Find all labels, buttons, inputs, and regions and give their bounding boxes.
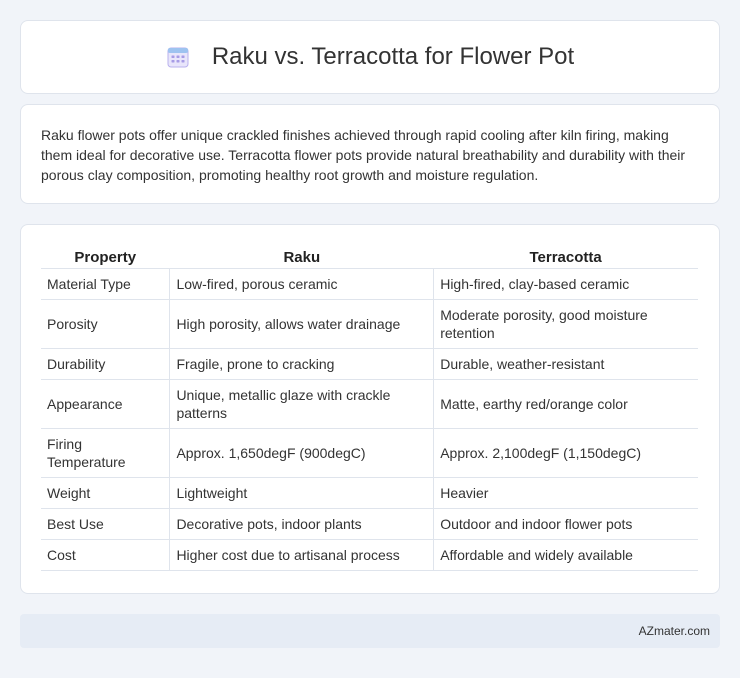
table-row [41, 509, 698, 540]
table-row [41, 540, 698, 571]
table-cell-raku: Approx. 1,650degF (900degC) [170, 429, 434, 478]
table-cell-property: Material Type [41, 269, 170, 300]
table-row [41, 429, 698, 478]
table-row [41, 300, 698, 349]
table-cell-terracotta: High-fired, clay-based ceramic [434, 269, 698, 300]
table-cell-property: Firing Temperature [41, 429, 170, 478]
table-cell-raku: High porosity, allows water drainage [170, 300, 434, 349]
description-card [20, 104, 720, 204]
table-cell-terracotta: Outdoor and indoor flower pots [434, 509, 698, 540]
table-cell-property: Cost [41, 540, 170, 571]
table-cell-raku: Low-fired, porous ceramic [170, 269, 434, 300]
table-cell-raku: Fragile, prone to cracking [170, 349, 434, 380]
table-cell-property: Durability [41, 349, 170, 380]
table-cell-raku: Lightweight [170, 478, 434, 509]
table-cell-terracotta: Approx. 2,100degF (1,150degC) [434, 429, 698, 478]
table-row [41, 269, 698, 300]
title-card [20, 20, 720, 94]
table-cell-terracotta: Heavier [434, 478, 698, 509]
table-cell-property: Weight [41, 478, 170, 509]
comparison-card [20, 224, 720, 594]
table-cell-raku: Higher cost due to artisanal process [170, 540, 434, 571]
table-row [41, 380, 698, 429]
table-row [41, 349, 698, 380]
table-cell-raku: Unique, metallic glaze with crackle patterns [170, 380, 434, 429]
table-header-row [41, 243, 698, 269]
comparison-table [41, 243, 698, 571]
footer-site-link[interactable]: AZmater.com [638, 624, 710, 638]
description-text: Raku flower pots offer unique crackled finishes achieved through rapid cooling after kiln firing, making them ideal for decorative use. Terracotta flower pots provide natural breathability and durability with their porous clay composition, promoting healthy root growth and moisture regulation. [41, 127, 686, 183]
table-row [41, 478, 698, 509]
table-cell-property: Porosity [41, 300, 170, 349]
table-cell-terracotta: Moderate porosity, good moisture retention [434, 300, 698, 349]
column-header-raku: Raku [170, 243, 434, 269]
table-cell-terracotta: Durable, weather-resistant [434, 349, 698, 380]
table-cell-raku: Decorative pots, indoor plants [170, 509, 434, 540]
title-row [166, 43, 574, 71]
table-cell-property: Appearance [41, 380, 170, 429]
calendar-icon [166, 45, 190, 69]
footer-bar [20, 614, 720, 648]
table-cell-terracotta: Affordable and widely available [434, 540, 698, 571]
column-header-property: Property [41, 243, 170, 269]
table-cell-terracotta: Matte, earthy red/orange color [434, 380, 698, 429]
table-cell-property: Best Use [41, 509, 170, 540]
page-title: Raku vs. Terracotta for Flower Pot [211, 43, 575, 70]
column-header-terracotta: Terracotta [434, 243, 698, 269]
